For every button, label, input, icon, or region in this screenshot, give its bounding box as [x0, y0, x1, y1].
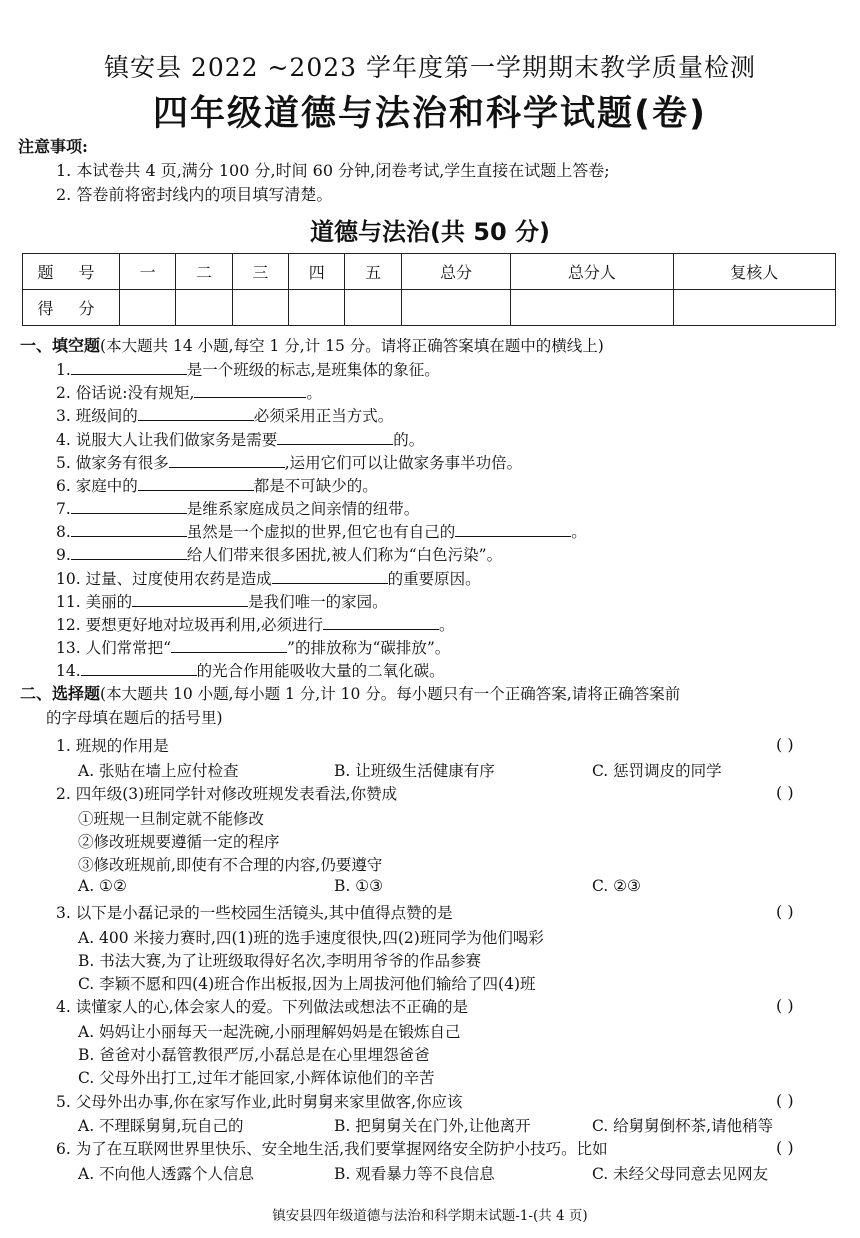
answer-paren[interactable]: ( ) [776, 735, 794, 754]
answer-blank[interactable] [71, 520, 187, 537]
fill-question-5 [56, 451, 522, 474]
question-text: 6. 家庭中的 [56, 477, 138, 495]
option-a[interactable]: A. 不理睬舅舅,玩自己的 [78, 1117, 244, 1135]
score-table-cell: 五 [345, 254, 401, 290]
answer-blank[interactable] [194, 381, 306, 398]
answer-blank[interactable] [81, 659, 197, 676]
question-text: 1. [56, 361, 71, 379]
question-text: 是一个班级的标志,是班集体的象征。 [186, 361, 440, 379]
option-c[interactable]: C. 惩罚调皮的同学 [592, 762, 722, 780]
fill-question-6 [56, 474, 378, 497]
question-text: 12. 要想更好地对垃圾再利用,必须进行 [56, 616, 324, 634]
exam-title-line2: 四年级道德与法治和科学试题(卷) [153, 94, 707, 134]
section-title: 道德与法治(共 50 分) [309, 218, 551, 246]
part2-heading: 二、选择题 [20, 684, 101, 703]
fill-question-7 [56, 497, 419, 520]
choice-question-6: 6. 为了在互联网世界里快乐、安全地生活,我们要掌握网络安全防护小技巧。比如 [56, 1140, 608, 1158]
notice-item-2: 2. 答卷前将密封线内的项目填写清楚。 [56, 185, 333, 204]
option-a[interactable]: A. 妈妈让小丽每天一起洗碗,小丽理解妈妈是在锻炼自己 [78, 1023, 461, 1041]
question-text: 4. 说服大人让我们做家务是需要 [56, 431, 278, 449]
statement-2: ②修改班规要遵循一定的程序 [78, 833, 280, 851]
option-c[interactable]: C. 给舅舅倒杯茶,请他稍等 [592, 1117, 774, 1135]
option-c[interactable]: C. 父母外出打工,过年才能回家,小辉体谅他们的辛苦 [78, 1069, 435, 1087]
option-b[interactable]: B. 爸爸对小磊管教很严厉,小磊总是在心里埋怨爸爸 [78, 1046, 430, 1064]
score-table-cell: 二 [176, 254, 232, 290]
question-text: 必须采用正当方式。 [253, 407, 394, 425]
exam-title-line1: 镇安县 2022 ~2023 学年度第一学期期末教学质量检测 [103, 53, 757, 82]
question-text: 11. 美丽的 [56, 593, 133, 611]
fill-question-11 [56, 590, 388, 613]
answer-blank[interactable] [71, 497, 187, 514]
fill-question-13 [56, 636, 450, 659]
notice-title: 注意事项: [18, 137, 88, 156]
fill-question-14 [56, 659, 445, 682]
choice-question-1: 1. 班规的作用是 [56, 737, 169, 755]
question-text: 给人们带来很多困扰,被人们称为“白色污染”。 [186, 546, 503, 564]
fill-question-1 [56, 358, 440, 381]
option-b[interactable]: B. 书法大赛,为了让班级取得好名次,李明用爷爷的作品参赛 [78, 952, 482, 970]
part2-instruction-2: 的字母填在题后的括号里) [46, 709, 223, 727]
answer-blank[interactable] [455, 520, 571, 537]
question-text: 都是不可缺少的。 [253, 477, 378, 495]
answer-blank[interactable] [138, 474, 254, 491]
question-text: 8. [56, 523, 71, 541]
choice-question-4: 4. 读懂家人的心,体会家人的爱。下列做法或想法不正确的是 [56, 998, 469, 1016]
question-text: 。 [439, 616, 455, 634]
page-footer: 镇安县四年级道德与法治和科学期末试题-1-(共 4 页) [272, 1208, 588, 1224]
fill-question-12 [56, 613, 455, 636]
option-a[interactable]: A. 张贴在墙上应付检查 [78, 762, 239, 780]
score-table-cell: 四 [289, 254, 345, 290]
question-text: 9. [56, 546, 71, 564]
answer-blank[interactable] [71, 358, 187, 375]
answer-blank[interactable] [272, 567, 388, 584]
option-a[interactable]: A. 不向他人透露个人信息 [78, 1165, 255, 1183]
score-table-cell: 三 [232, 254, 288, 290]
part1-heading: 一、填空题 [20, 336, 101, 355]
answer-paren[interactable]: ( ) [776, 902, 794, 921]
score-input-cell[interactable] [232, 290, 288, 326]
score-table-score-row [23, 290, 836, 326]
score-table-cell: 总分 [401, 254, 510, 290]
question-text: 5. 做家务有很多 [56, 454, 169, 472]
question-text: 10. 过量、过度使用农药是造成 [56, 570, 272, 588]
choice-question-5: 5. 父母外出办事,你在家写作业,此时舅舅来家里做客,你应该 [56, 1093, 463, 1111]
answer-blank[interactable] [171, 636, 287, 653]
answer-blank[interactable] [323, 613, 439, 630]
statement-1: ①班规一旦制定就不能修改 [78, 810, 265, 828]
option-c[interactable]: C. ②③ [592, 877, 641, 895]
answer-blank[interactable] [71, 543, 187, 560]
score-input-cell[interactable] [120, 290, 176, 326]
score-table [22, 253, 836, 326]
fill-question-10 [56, 567, 481, 590]
score-table-cell: 题 号 [23, 254, 120, 290]
score-table-cell: 一 [120, 254, 176, 290]
question-text: 的光合作用能吸收大量的二氧化碳。 [196, 662, 445, 680]
score-table-cell: 得 分 [23, 290, 120, 326]
answer-blank[interactable] [277, 428, 393, 445]
question-text: 虽然是一个虚拟的世界,但它也有自己的 [186, 523, 456, 541]
part2-instruction-1: (本大题共 10 小题,每小题 1 分,计 10 分。每小题只有一个正确答案,请将正确答案前 [100, 685, 681, 703]
part1-heading-line [20, 335, 604, 357]
score-input-cell[interactable] [673, 290, 835, 326]
part1-instruction: (本大题共 14 小题,每空 1 分,计 15 分。请将正确答案填在题中的横线上) [100, 337, 604, 355]
question-text: 是我们唯一的家园。 [248, 593, 388, 611]
fill-question-9 [56, 543, 502, 566]
option-b[interactable]: B. ①③ [334, 877, 384, 895]
answer-blank[interactable] [169, 451, 285, 468]
option-c[interactable]: C. 李颖不愿和四(4)班合作出板报,因为上周拔河他们输给了四(4)班 [78, 975, 536, 993]
part2-heading-line [20, 683, 680, 705]
notice-item-1: 1. 本试卷共 4 页,满分 100 分,时间 60 分钟,闭卷考试,学生直接在试题上答卷; [56, 161, 610, 180]
fill-question-2 [56, 381, 322, 404]
score-input-cell[interactable] [345, 290, 401, 326]
option-c[interactable]: C. 未经父母同意去见网友 [592, 1165, 769, 1183]
option-a[interactable]: A. ①② [78, 877, 127, 895]
statement-3: ③修改班规前,即使有不合理的内容,仍要遵守 [78, 856, 383, 874]
answer-paren[interactable]: ( ) [776, 996, 794, 1015]
score-table-header-row [23, 254, 836, 290]
answer-blank[interactable] [138, 404, 254, 421]
score-input-cell[interactable] [176, 290, 232, 326]
fill-question-3 [56, 404, 393, 427]
score-input-cell[interactable] [511, 290, 673, 326]
question-text: 14. [56, 662, 81, 680]
score-table-cell: 复核人 [673, 254, 835, 290]
fill-question-8 [56, 520, 587, 543]
score-input-cell[interactable] [401, 290, 510, 326]
option-b[interactable]: B. 观看暴力等不良信息 [334, 1165, 495, 1183]
answer-paren[interactable]: ( ) [776, 783, 794, 802]
question-text: 的。 [393, 431, 425, 449]
question-text: ,运用它们可以让做家务事半功倍。 [284, 454, 523, 472]
option-b[interactable]: B. 把舅舅关在门外,让他离开 [334, 1117, 531, 1135]
question-text: 2. 俗话说:没有规矩, [56, 384, 195, 402]
question-text: 。 [306, 384, 322, 402]
score-table-cell: 总分人 [511, 254, 673, 290]
question-text: 。 [571, 523, 587, 541]
question-text: 7. [56, 500, 71, 518]
answer-paren[interactable]: ( ) [776, 1091, 794, 1110]
answer-paren[interactable]: ( ) [776, 1138, 794, 1157]
question-text: 的重要原因。 [387, 570, 481, 588]
choice-question-2: 2. 四年级(3)班同学针对修改班规发表看法,你赞成 [56, 785, 398, 803]
answer-blank[interactable] [132, 590, 248, 607]
option-b[interactable]: B. 让班级生活健康有序 [334, 762, 495, 780]
fill-question-4 [56, 428, 424, 451]
option-a[interactable]: A. 400 米接力赛时,四(1)班的选手速度很快,四(2)班同学为他们喝彩 [78, 929, 544, 947]
choice-question-3: 3. 以下是小磊记录的一些校园生活镜头,其中值得点赞的是 [56, 904, 453, 922]
question-text: 是维系家庭成员之间亲情的纽带。 [186, 500, 420, 518]
question-text: 13. 人们常常把“ [56, 639, 172, 657]
question-text: 3. 班级间的 [56, 407, 138, 425]
score-input-cell[interactable] [289, 290, 345, 326]
question-text: ”的排放称为“碳排放”。 [287, 639, 451, 657]
